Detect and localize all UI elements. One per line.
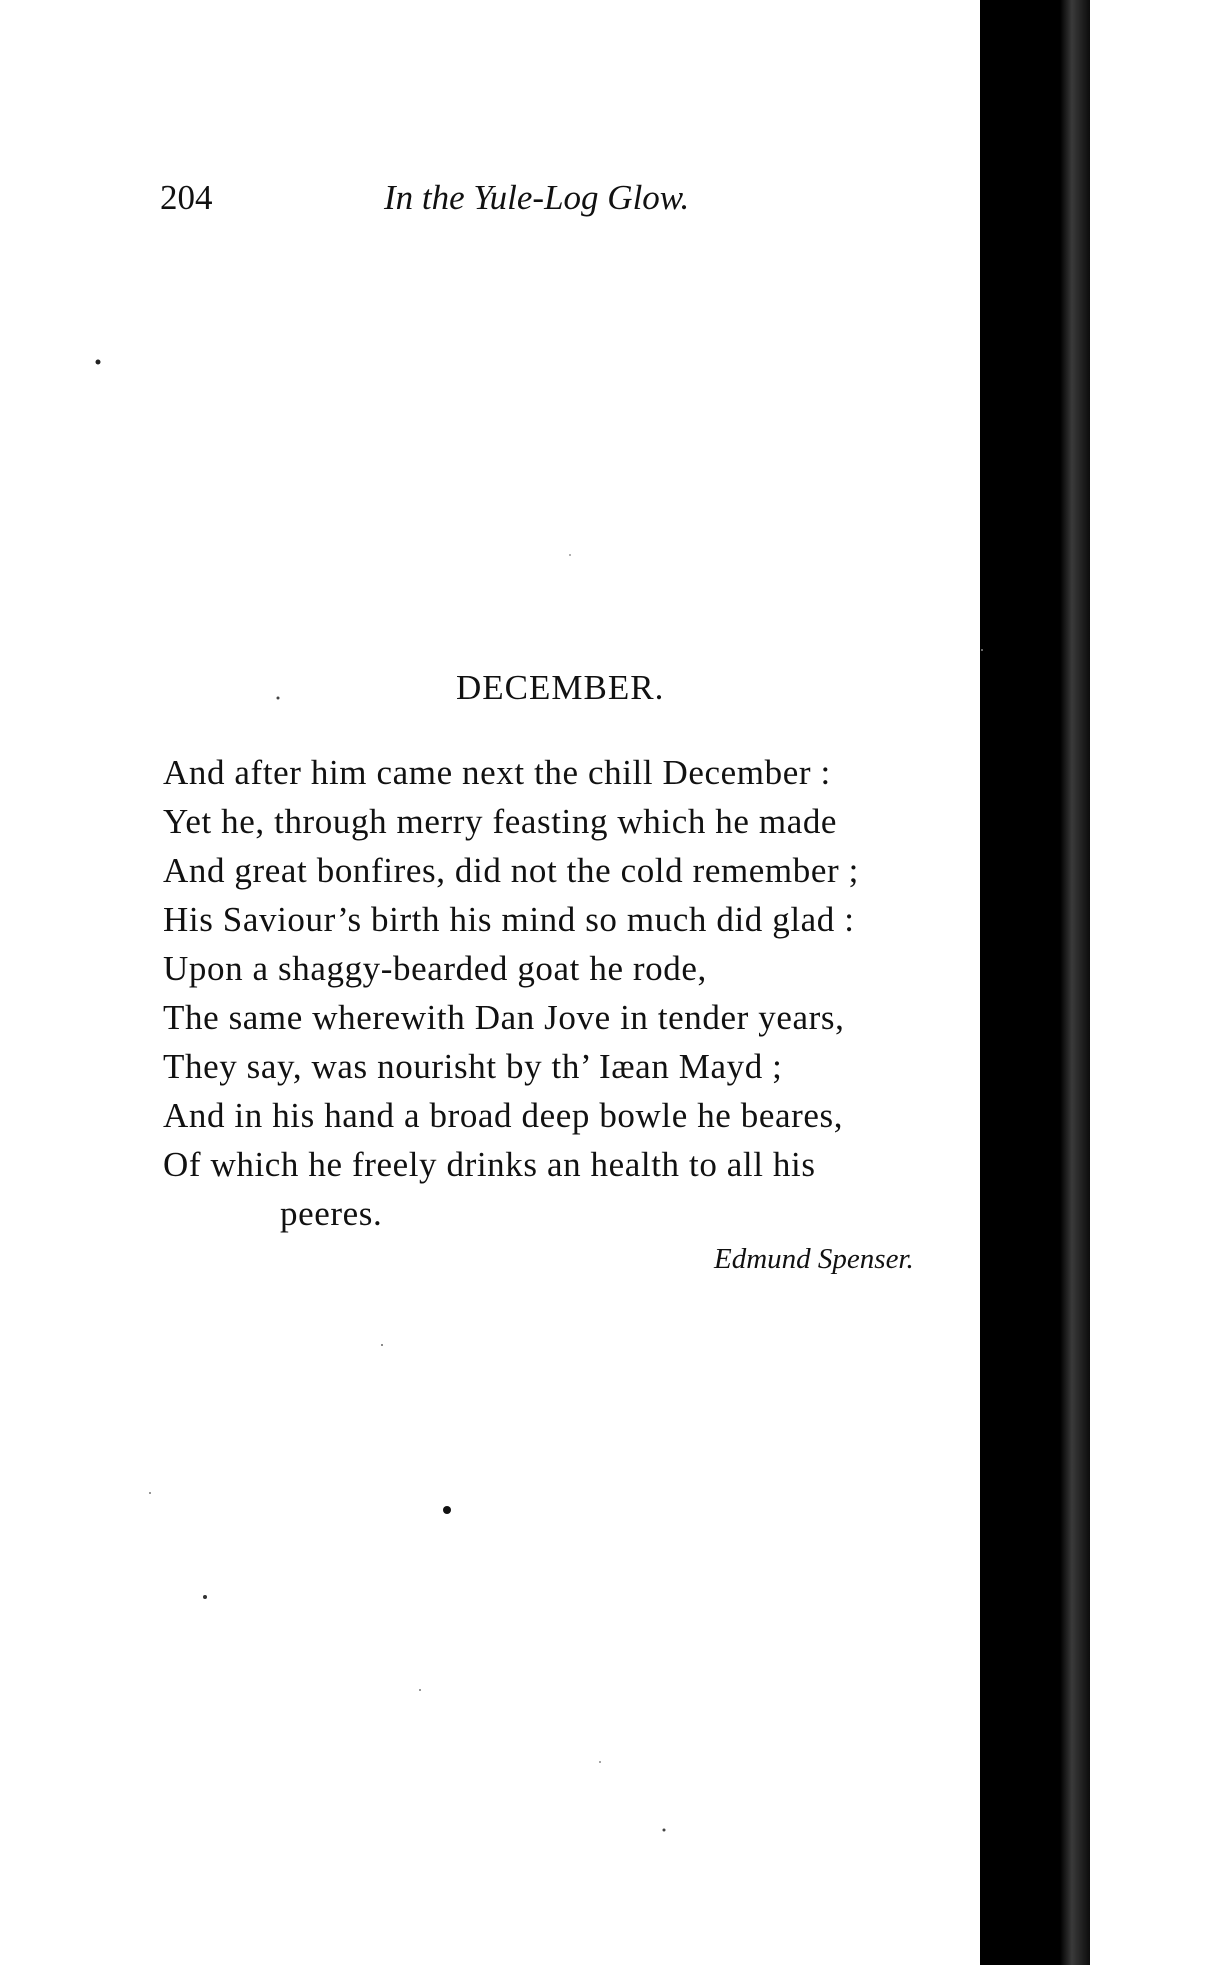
page-number: 204 [160,178,213,217]
poem-attribution: Edmund Spenser. [714,1243,914,1275]
poem-line: And in his hand a broad deep bowle he beares, [163,1096,844,1135]
poem-title: DECEMBER. [456,668,665,707]
poem-line: His Saviour’s birth his mind so much did glad : [163,900,855,939]
poem-line: The same wherewith Dan Jove in tender years, [163,998,845,1037]
page-header [160,178,860,228]
binding-gutter-edge [1060,0,1090,1965]
running-title: In the Yule-Log Glow. [384,178,690,217]
poem-line: And after him came next the chill December : [163,753,831,792]
poem-line: Of which he freely drinks an health to all his [163,1145,816,1184]
poem-body [163,748,1033,1238]
poem-line: peeres. [280,1194,383,1233]
poem-line: Upon a shaggy-bearded goat he rode, [163,949,707,988]
poem-line: Yet he, through merry feasting which he made [163,802,838,841]
poem-line: And great bonfires, did not the cold remember ; [163,851,859,890]
poem-line: They say, was nourisht by th’ Iæan Mayd ; [163,1047,783,1086]
